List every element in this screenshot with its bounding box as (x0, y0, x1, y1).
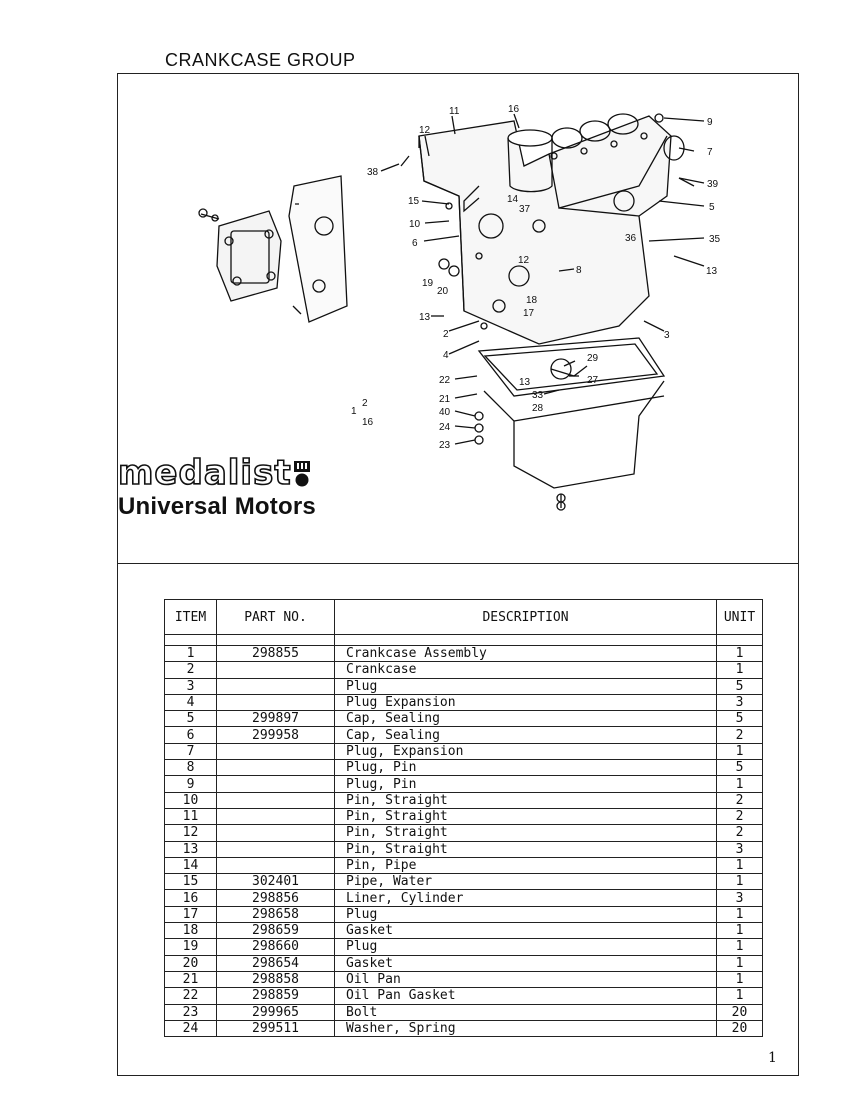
cell-item: 13 (165, 841, 217, 857)
cell-description: Cap, Sealing (335, 711, 717, 727)
column-header-unit: UNIT (717, 600, 763, 635)
table-row (165, 890, 763, 906)
cell-part-no (217, 694, 335, 710)
table-row (165, 971, 763, 987)
cell-unit: 3 (717, 694, 763, 710)
cell-item: 16 (165, 890, 217, 906)
cell-unit: 2 (717, 727, 763, 743)
cell-unit: 1 (717, 662, 763, 678)
callout-label: 22 (439, 375, 451, 386)
cell-description: Plug, Pin (335, 760, 717, 776)
cell-unit: 3 (717, 890, 763, 906)
cell-part-no: 298856 (217, 890, 335, 906)
callout-label: 19 (422, 278, 434, 289)
section-divider (117, 563, 799, 564)
callout-label: 40 (439, 407, 451, 418)
page-number: 1 (768, 1050, 777, 1066)
callout-label: 33 (532, 390, 544, 401)
cell-unit: 1 (717, 971, 763, 987)
cell-description: Crankcase Assembly (335, 646, 717, 662)
cell-description: Oil Pan (335, 971, 717, 987)
cell-unit: 2 (717, 825, 763, 841)
cell-description: Washer, Spring (335, 1020, 717, 1036)
cell-unit: 20 (717, 1020, 763, 1036)
company-name: Universal Motors (118, 493, 316, 520)
cell-item: 19 (165, 939, 217, 955)
table-row (165, 727, 763, 743)
callout-label: 7 (707, 147, 713, 158)
cell-item: 21 (165, 971, 217, 987)
callout-label: 9 (707, 117, 713, 128)
table-row (165, 760, 763, 776)
cell-item: 8 (165, 760, 217, 776)
cell-description: Gasket (335, 955, 717, 971)
cell-unit: 1 (717, 939, 763, 955)
table-row (165, 694, 763, 710)
brand-block (118, 455, 316, 521)
callout-label: 17 (523, 308, 535, 319)
callout-label: 20 (437, 286, 449, 297)
cell-description: Pin, Straight (335, 825, 717, 841)
cell-part-no (217, 792, 335, 808)
cell-unit: 2 (717, 792, 763, 808)
cell-part-no: 298859 (217, 988, 335, 1004)
cell-item: 7 (165, 743, 217, 759)
callout-label: 28 (532, 403, 544, 414)
cell-part-no: 298658 (217, 906, 335, 922)
callout-label: 16 (362, 417, 374, 428)
cell-unit: 1 (717, 988, 763, 1004)
cell-item: 24 (165, 1020, 217, 1036)
callout-label: 4 (443, 350, 449, 361)
table-gap-row (165, 635, 763, 646)
cell-item: 10 (165, 792, 217, 808)
cell-description: Pin, Straight (335, 792, 717, 808)
cell-item: 23 (165, 1004, 217, 1020)
callout-label: 29 (587, 353, 599, 364)
cell-unit: 2 (717, 808, 763, 824)
cell-unit: 20 (717, 1004, 763, 1020)
parts-table (164, 599, 763, 1037)
parts-table-body (165, 635, 763, 1037)
cell-unit: 1 (717, 874, 763, 890)
cell-part-no (217, 678, 335, 694)
cell-item: 22 (165, 988, 217, 1004)
cell-description: Bolt (335, 1004, 717, 1020)
cell-item: 15 (165, 874, 217, 890)
table-row (165, 988, 763, 1004)
callout-label: 6 (412, 238, 418, 249)
callout-label: 16 (508, 104, 520, 115)
cell-item: 18 (165, 923, 217, 939)
cell-description: Plug (335, 939, 717, 955)
callout-label: 35 (709, 234, 721, 245)
table-row (165, 662, 763, 678)
cell-part-no (217, 760, 335, 776)
cell-unit: 1 (717, 776, 763, 792)
cell-description: Plug, Expansion (335, 743, 717, 759)
brand-emblem-icon (294, 461, 310, 487)
cell-description: Crankcase (335, 662, 717, 678)
cell-unit: 5 (717, 760, 763, 776)
cell-item: 4 (165, 694, 217, 710)
callout-label: 10 (409, 219, 421, 230)
table-row (165, 646, 763, 662)
cell-description: Plug (335, 678, 717, 694)
table-row (165, 1004, 763, 1020)
cell-part-no: 302401 (217, 874, 335, 890)
cell-item: 14 (165, 857, 217, 873)
column-header-item: ITEM (165, 600, 217, 635)
table-row (165, 906, 763, 922)
cell-unit: 5 (717, 711, 763, 727)
brand-logo: medalist (118, 453, 292, 493)
cell-part-no: 298855 (217, 646, 335, 662)
cell-item: 2 (165, 662, 217, 678)
table-row (165, 939, 763, 955)
cell-description: Gasket (335, 923, 717, 939)
cell-part-no: 298654 (217, 955, 335, 971)
cell-unit: 1 (717, 955, 763, 971)
cell-part-no: 298659 (217, 923, 335, 939)
table-header-row (165, 600, 763, 635)
cell-description: Liner, Cylinder (335, 890, 717, 906)
table-row (165, 678, 763, 694)
table-row (165, 923, 763, 939)
column-header-part-no: PART NO. (217, 600, 335, 635)
cell-part-no (217, 662, 335, 678)
callout-label: 14 (507, 194, 519, 205)
cell-description: Pipe, Water (335, 874, 717, 890)
table-row (165, 711, 763, 727)
cell-description: Pin, Straight (335, 841, 717, 857)
cell-part-no (217, 776, 335, 792)
callout-label: 11 (449, 106, 460, 117)
cell-part-no: 299958 (217, 727, 335, 743)
cell-description: Plug, Pin (335, 776, 717, 792)
cell-item: 1 (165, 646, 217, 662)
callout-label: 12 (518, 255, 530, 266)
callout-label: 36 (625, 233, 637, 244)
cell-item: 12 (165, 825, 217, 841)
callout-label: 5 (709, 202, 715, 213)
callout-label: 23 (439, 440, 451, 451)
callout-label: 8 (576, 265, 582, 276)
callout-label: 13 (519, 377, 531, 388)
cell-item: 9 (165, 776, 217, 792)
callout-label: 1 (351, 406, 357, 417)
cell-part-no (217, 841, 335, 857)
table-row (165, 792, 763, 808)
cell-item: 20 (165, 955, 217, 971)
cell-description: Cap, Sealing (335, 727, 717, 743)
cell-unit: 1 (717, 646, 763, 662)
table-row (165, 808, 763, 824)
cell-part-no (217, 743, 335, 759)
callout-label: 27 (587, 375, 599, 386)
cell-item: 6 (165, 727, 217, 743)
cell-description: Plug (335, 906, 717, 922)
callout-label: 2 (443, 329, 449, 340)
cell-part-no (217, 808, 335, 824)
cell-unit: 1 (717, 743, 763, 759)
callout-label: 3 (664, 330, 670, 341)
cell-description: Pin, Pipe (335, 857, 717, 873)
cell-description: Oil Pan Gasket (335, 988, 717, 1004)
callout-label: 13 (419, 312, 431, 323)
callout-label: 37 (519, 204, 531, 215)
cell-item: 17 (165, 906, 217, 922)
callout-label: 21 (439, 394, 451, 405)
table-row (165, 955, 763, 971)
cell-description: Pin, Straight (335, 808, 717, 824)
cell-item: 3 (165, 678, 217, 694)
callout-label: 2 (362, 398, 368, 409)
cell-part-no (217, 825, 335, 841)
cell-unit: 1 (717, 906, 763, 922)
table-row (165, 743, 763, 759)
page-title: CRANKCASE GROUP (165, 50, 356, 70)
callout-label: 18 (526, 295, 538, 306)
callout-label: 12 (419, 125, 431, 136)
cell-description: Plug Expansion (335, 694, 717, 710)
table-row (165, 841, 763, 857)
cell-part-no (217, 857, 335, 873)
cell-part-no: 299511 (217, 1020, 335, 1036)
cell-part-no: 299965 (217, 1004, 335, 1020)
callout-label: 39 (707, 179, 719, 190)
cell-part-no: 298660 (217, 939, 335, 955)
cell-part-no: 299897 (217, 711, 335, 727)
table-row (165, 857, 763, 873)
callout-label: 24 (439, 422, 451, 433)
cell-unit: 5 (717, 678, 763, 694)
callout-label: 38 (367, 167, 379, 178)
column-header-description: DESCRIPTION (335, 600, 717, 635)
callout-label: 13 (706, 266, 718, 277)
cell-item: 5 (165, 711, 217, 727)
table-row (165, 1020, 763, 1036)
cell-item: 11 (165, 808, 217, 824)
table-row (165, 825, 763, 841)
cell-unit: 1 (717, 857, 763, 873)
cell-unit: 1 (717, 923, 763, 939)
table-row (165, 874, 763, 890)
cell-part-no: 298858 (217, 971, 335, 987)
cell-unit: 3 (717, 841, 763, 857)
callout-label: 15 (408, 196, 420, 207)
table-row (165, 776, 763, 792)
